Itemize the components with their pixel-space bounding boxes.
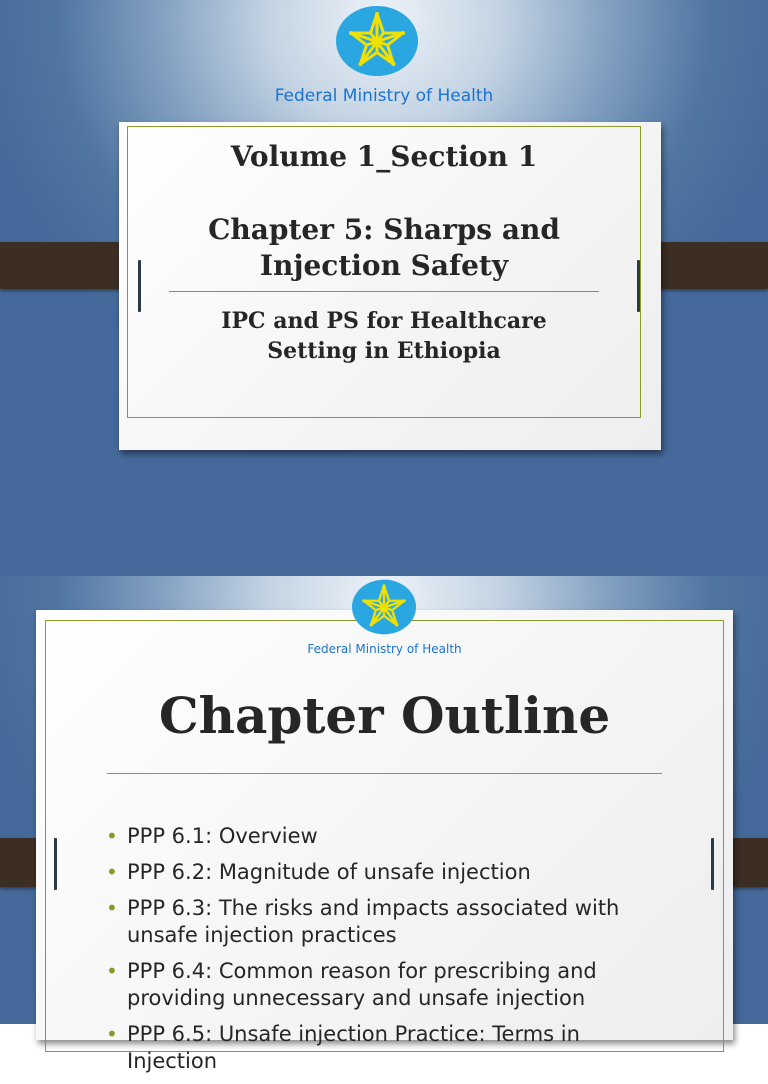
outline-list: [106, 823, 666, 1084]
right-tab-line: [637, 260, 640, 312]
slide-subtitle: IPC and PS for Healthcare Setting in Ethiopia: [221, 308, 547, 364]
list-item: • PPP 6.5: Unsafe injection Practice: Terms in Injection: [106, 1021, 666, 1075]
outline-title: Chapter Outline: [158, 686, 611, 745]
outline-card: [36, 610, 733, 1073]
volume-title: Volume 1_Section 1: [230, 140, 538, 173]
ethiopia-emblem-icon: [352, 578, 416, 636]
outline-slide: [0, 576, 768, 1073]
left-tab-line: [54, 838, 57, 890]
left-tab-line: [138, 260, 141, 312]
right-tab-line: [711, 838, 714, 890]
title-divider: [107, 773, 662, 774]
ministry-name: Federal Ministry of Health: [274, 86, 494, 106]
title-divider: [169, 291, 599, 292]
ethiopia-emblem-icon: [336, 6, 418, 76]
chapter-title: Chapter 5: Sharps and Injection Safety: [208, 213, 560, 282]
list-item: • PPP 6.1: Overview: [106, 823, 666, 850]
list-item: • PPP 6.2: Magnitude of unsafe injection: [106, 859, 666, 886]
ministry-name: Federal Ministry of Health: [307, 642, 462, 656]
list-item: • PPP 6.3: The risks and impacts associated with unsafe injection practices: [106, 895, 666, 949]
list-item: • PPP 6.4: Common reason for prescribing and providing unnecessary and unsafe injection: [106, 958, 666, 1012]
title-card: [119, 122, 661, 450]
